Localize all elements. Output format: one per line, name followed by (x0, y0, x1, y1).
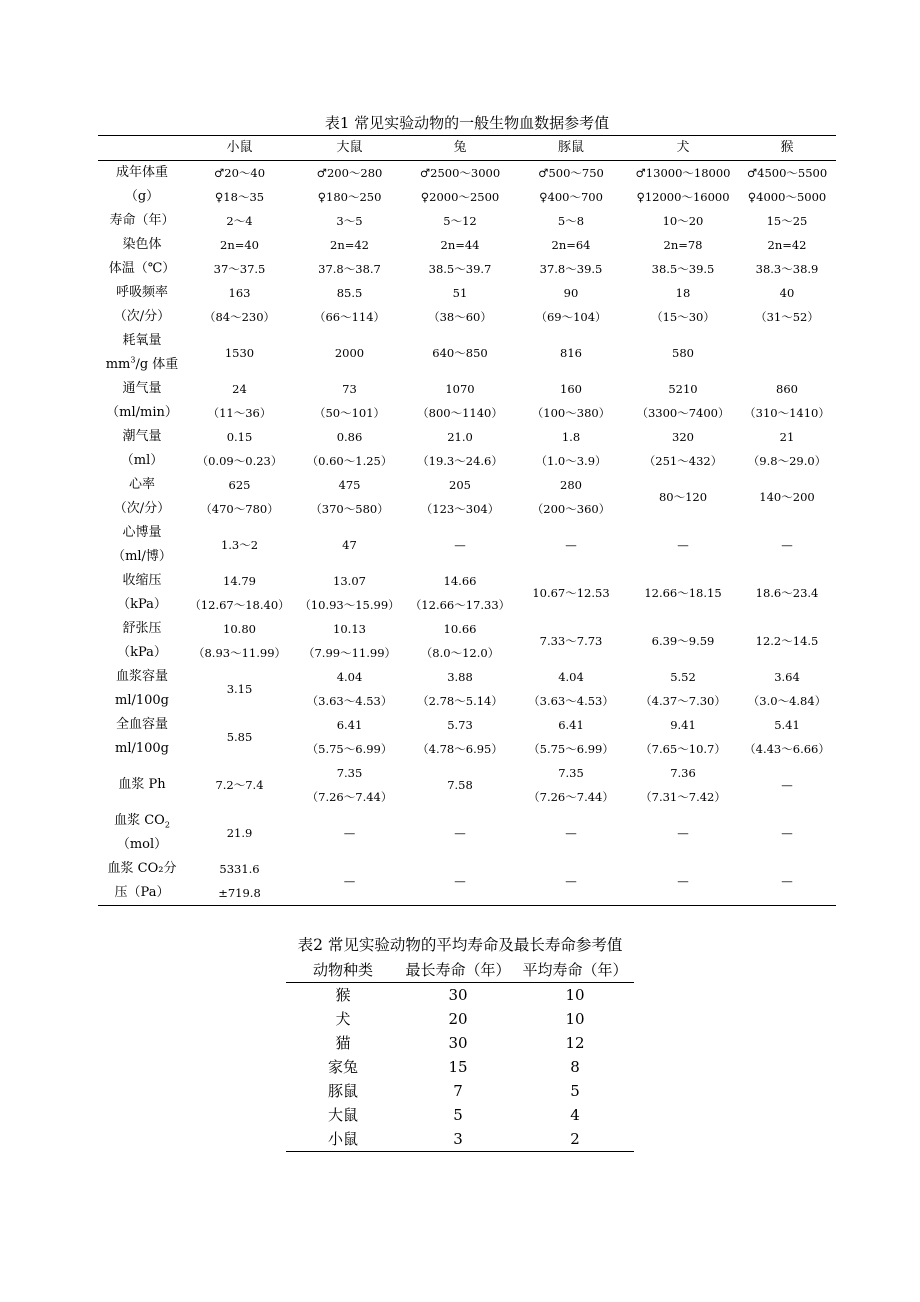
cell: 家兔 (327, 1058, 358, 1076)
table-row (98, 233, 836, 257)
cell: 37.8～38.7 (318, 262, 381, 276)
cell: 5210 (668, 382, 698, 396)
cell: 860 (776, 382, 798, 396)
table1-header-row (98, 136, 836, 161)
cell: 7.36 (670, 766, 696, 780)
cell: （4.37～7.30） (640, 694, 726, 708)
cell: 10.13 (333, 622, 366, 636)
row-label: 舒张压 (122, 621, 162, 636)
cell: ♂4500～5500 (746, 166, 828, 180)
cell: （7.31～7.42） (640, 790, 726, 804)
row-label: 收缩压 (122, 573, 162, 588)
cell: 280 (560, 478, 582, 492)
cell: 12 (565, 1034, 585, 1052)
cell: 0.15 (226, 430, 253, 444)
row-label: 通气量 (122, 381, 162, 396)
cell: 2 (570, 1130, 580, 1148)
cell: ♀18～35 (214, 190, 265, 204)
header-cell: 犬 (628, 136, 738, 161)
cell: — (781, 538, 793, 552)
cell: （800～1140） (417, 406, 503, 420)
cell: — (565, 538, 577, 552)
cell: ♀4000～5000 (747, 190, 827, 204)
cell: — (343, 874, 356, 888)
label-part: 血浆 CO (114, 813, 165, 828)
cell: 1070 (445, 382, 475, 396)
cell: 10.66 (443, 622, 477, 636)
cell: （7.99～11.99） (302, 646, 397, 660)
cell: ♀2000～2500 (420, 190, 500, 204)
cell: — (454, 874, 466, 888)
cell: 475 (338, 478, 361, 492)
cell: — (781, 874, 793, 888)
cell: 12.66～18.15 (644, 586, 722, 600)
cell: 160 (560, 382, 582, 396)
cell: 7 (453, 1082, 463, 1100)
header-cell: 小鼠 (186, 136, 293, 161)
row-label: 心博量 (122, 525, 162, 540)
cell: 4.04 (558, 670, 584, 684)
row-label: 血浆 CO₂分 (107, 861, 177, 876)
row-label: 成年体重 (115, 165, 168, 180)
table-row (98, 185, 836, 209)
cell: （251～432） (643, 454, 723, 468)
cell: 15 (448, 1058, 468, 1076)
cell: 5 (570, 1082, 580, 1100)
cell: ♂20～40 (213, 166, 266, 180)
cell: 5.73 (447, 718, 473, 732)
cell: （31～52） (755, 310, 819, 324)
cell: 30 (448, 1034, 468, 1052)
row-label: （次/分） (113, 501, 171, 516)
label-subscript: 2 (164, 820, 170, 830)
table2 (286, 958, 634, 1152)
cell: 2n=40 (220, 238, 259, 252)
cell: — (454, 538, 466, 552)
table-row (286, 1079, 634, 1103)
cell: 0.86 (336, 430, 363, 444)
table-row (286, 1127, 634, 1152)
row-label: 耗氧量 (122, 333, 162, 348)
cell: 205 (449, 478, 471, 492)
cell: 38.3～38.9 (755, 262, 819, 276)
cell: 5331.6 (219, 862, 260, 876)
cell: 37～37.5 (213, 262, 266, 276)
cell: 9.41 (670, 718, 696, 732)
label-part: /g 体重 (135, 357, 179, 372)
label-part: mm (105, 357, 131, 372)
cell: 4.04 (336, 670, 363, 684)
cell: 80～120 (658, 490, 708, 504)
cell: 10 (565, 986, 585, 1004)
cell: 7.58 (447, 778, 473, 792)
cell: （310～1410） (744, 406, 830, 420)
row-label: （kPa） (117, 645, 167, 660)
cell: 3～5 (336, 214, 363, 228)
cell: 10 (565, 1010, 585, 1028)
row-label: ml/100g (115, 741, 169, 756)
table-row (98, 665, 836, 689)
cell: 2n=64 (551, 238, 591, 252)
cell: 14.79 (223, 574, 256, 588)
cell: 1.3～2 (220, 538, 259, 552)
table-row (98, 473, 836, 497)
table-row (98, 521, 836, 545)
cell: 5～12 (443, 214, 477, 228)
cell: 21 (779, 430, 795, 444)
cell: （3.63～4.53） (306, 694, 393, 708)
table-row (98, 617, 836, 641)
table-row (98, 305, 836, 329)
cell: 38.5～39.5 (651, 262, 715, 276)
cell: 6.41 (336, 718, 363, 732)
header-cell: 豚鼠 (514, 136, 628, 161)
table-row (286, 1103, 634, 1127)
cell: 豚鼠 (327, 1082, 358, 1100)
cell: （8.93～11.99） (192, 646, 287, 660)
cell: ♀400～700 (539, 190, 603, 204)
row-label: （ml/博） (112, 549, 172, 564)
cell: ♀12000～16000 (636, 190, 730, 204)
row-label: （ml） (120, 453, 164, 468)
cell: （4.43～6.66） (744, 742, 830, 756)
cell: （3.63～4.53） (528, 694, 614, 708)
cell: 犬 (335, 1010, 351, 1028)
cell: （10.93～15.99） (299, 598, 400, 612)
cell: （7.26～7.44） (306, 790, 393, 804)
cell: 20 (448, 1010, 468, 1028)
cell: 3.15 (226, 682, 253, 696)
table-row (286, 983, 634, 1008)
header-cell (98, 136, 186, 161)
cell: （9.8～29.0） (747, 454, 827, 468)
cell: 37.8～39.5 (539, 262, 603, 276)
cell: 大鼠 (327, 1106, 358, 1124)
cell: — (343, 826, 356, 840)
row-label: 全血容量 (115, 717, 168, 732)
table2-title: 表2 常见实验动物的平均寿命及最长寿命参考值 (297, 936, 623, 954)
cell: 3 (453, 1130, 463, 1148)
cell: 47 (342, 538, 357, 552)
cell: — (565, 874, 577, 888)
cell: 2n=78 (663, 238, 703, 252)
cell: ♂2500～3000 (419, 166, 501, 180)
cell: 625 (228, 478, 251, 492)
cell: （123～304） (420, 502, 500, 516)
cell: 2n=42 (330, 238, 369, 252)
cell: — (454, 826, 466, 840)
cell: 1.8 (561, 430, 581, 444)
cell: 163 (228, 286, 251, 300)
cell: （5.75～6.99） (306, 742, 393, 756)
cell: 38.5～39.7 (428, 262, 492, 276)
cell: （7.26～7.44） (528, 790, 614, 804)
cell: 5.41 (774, 718, 800, 732)
cell: （5.75～6.99） (528, 742, 614, 756)
cell: — (781, 826, 793, 840)
table-row (286, 1031, 634, 1055)
cell: 5.52 (670, 670, 696, 684)
cell: — (677, 826, 689, 840)
cell: （3300～7400） (636, 406, 730, 420)
cell: 7.35 (336, 766, 363, 780)
row-label: 压（Pa） (114, 885, 170, 900)
cell: 15～25 (766, 214, 808, 228)
cell: 小鼠 (327, 1130, 358, 1148)
cell: （4.78～6.95） (417, 742, 503, 756)
cell (738, 329, 836, 377)
cell: 8 (570, 1058, 580, 1076)
cell: — (781, 778, 793, 792)
table1 (98, 135, 836, 906)
table-row (98, 281, 836, 305)
cell: 2n=44 (440, 238, 480, 252)
row-label (98, 809, 186, 833)
cell: ±719.8 (218, 886, 261, 900)
cell: （50～101） (313, 406, 386, 420)
header-cell: 平均寿命（年） (516, 958, 634, 983)
header-cell: 最长寿命（年） (400, 958, 516, 983)
cell: 5～8 (557, 214, 585, 228)
cell: 12.2～14.5 (755, 634, 819, 648)
row-label: 潮气量 (122, 429, 162, 444)
cell: ♂200～280 (316, 166, 383, 180)
cell: （69～104） (535, 310, 607, 324)
cell: （2.78～5.14） (417, 694, 503, 708)
cell: 猫 (335, 1034, 351, 1052)
row-label: （g） (124, 189, 160, 204)
cell: 18.6～23.4 (755, 586, 819, 600)
cell: （15～30） (651, 310, 715, 324)
cell: （0.60～1.25） (306, 454, 393, 468)
row-label: （次/分） (113, 309, 171, 324)
table-row (286, 1007, 634, 1031)
cell: （12.66～17.33） (409, 598, 511, 612)
table-row (98, 425, 836, 449)
cell: — (677, 538, 689, 552)
cell: ♂13000～18000 (635, 166, 731, 180)
table-row (286, 1055, 634, 1079)
cell: 10.67～12.53 (532, 586, 610, 600)
cell: 2n=42 (767, 238, 807, 252)
cell: 40 (779, 286, 795, 300)
cell: （66～114） (313, 310, 386, 324)
cell: （7.65～10.7） (640, 742, 726, 756)
cell: 1530 (224, 346, 255, 360)
cell: 6.39～9.59 (651, 634, 715, 648)
cell: — (565, 826, 577, 840)
table-row (98, 377, 836, 401)
cell: （84～230） (203, 310, 276, 324)
row-label: 体温（℃） (108, 261, 176, 276)
table-row (98, 257, 836, 281)
cell: 18 (675, 286, 691, 300)
cell: 580 (672, 346, 694, 360)
cell: 3.88 (447, 670, 473, 684)
cell: ♀180～250 (317, 190, 382, 204)
table-row (98, 329, 836, 353)
table-row (98, 209, 836, 233)
cell: 51 (452, 286, 468, 300)
cell: 21.0 (447, 430, 473, 444)
cell: 90 (563, 286, 579, 300)
cell: 320 (672, 430, 694, 444)
cell: 7.33～7.73 (539, 634, 603, 648)
cell: ♂500～750 (538, 166, 604, 180)
row-label: 染色体 (122, 237, 162, 252)
cell: 7.2～7.4 (215, 778, 264, 792)
row-label (98, 353, 186, 377)
cell: （12.67～18.40） (189, 598, 290, 612)
cell: （8.0～12.0） (420, 646, 500, 660)
cell: 5.85 (226, 730, 253, 744)
cell: （100～380） (531, 406, 611, 420)
cell: 3.64 (774, 670, 800, 684)
row-label: 血浆容量 (115, 669, 168, 684)
table-row (98, 761, 836, 785)
cell: （1.0～3.9） (535, 454, 607, 468)
cell: 640～850 (432, 346, 488, 360)
cell: （11～36） (207, 406, 272, 420)
cell: （470～780） (200, 502, 279, 516)
table-row (98, 713, 836, 737)
table-row (98, 161, 836, 186)
table-row (98, 857, 836, 881)
cell: 7.35 (558, 766, 584, 780)
cell: 30 (448, 986, 468, 1004)
row-label: （ml/min） (106, 405, 178, 420)
cell: （3.0～4.84） (747, 694, 827, 708)
header-cell: 动物种类 (286, 958, 400, 983)
table-row (98, 449, 836, 473)
table-row (98, 569, 836, 593)
row-label: 呼吸频率 (115, 285, 168, 300)
cell: 猴 (335, 986, 351, 1004)
cell: 816 (560, 346, 582, 360)
row-label: 血浆 Ph (118, 777, 166, 792)
cell: 24 (232, 382, 247, 396)
cell: （19.3～24.6） (417, 454, 503, 468)
cell: （200～360） (531, 502, 611, 516)
cell: 6.41 (558, 718, 584, 732)
table1-title: 表1 常见实验动物的一般生物血数据参考值 (324, 114, 610, 132)
row-label: （mol） (116, 837, 168, 852)
cell: （0.09～0.23） (196, 454, 283, 468)
cell: （38～60） (428, 310, 492, 324)
table-row (98, 401, 836, 425)
cell: 140～200 (759, 490, 815, 504)
cell: — (677, 874, 689, 888)
header-cell: 大鼠 (293, 136, 406, 161)
row-label: 寿命（年） (109, 213, 175, 228)
header-cell: 兔 (406, 136, 514, 161)
cell: 85.5 (336, 286, 363, 300)
row-label: 心率 (128, 477, 155, 492)
row-label: ml/100g (115, 693, 169, 708)
cell: 2000 (334, 346, 365, 360)
label-superscript: 3 (130, 355, 136, 365)
cell: 10.80 (223, 622, 256, 636)
cell: 2～4 (226, 214, 253, 228)
cell: （370～580） (310, 502, 389, 516)
row-label: （kPa） (117, 597, 167, 612)
table-row (98, 809, 836, 833)
cell: 73 (342, 382, 357, 396)
table2-header-row (286, 958, 634, 983)
cell: 14.66 (443, 574, 477, 588)
cell: 13.07 (333, 574, 366, 588)
cell: 21.9 (226, 826, 253, 840)
header-cell: 猴 (738, 136, 836, 161)
cell: 5 (453, 1106, 463, 1124)
cell: 10～20 (662, 214, 704, 228)
cell: 4 (570, 1106, 580, 1124)
